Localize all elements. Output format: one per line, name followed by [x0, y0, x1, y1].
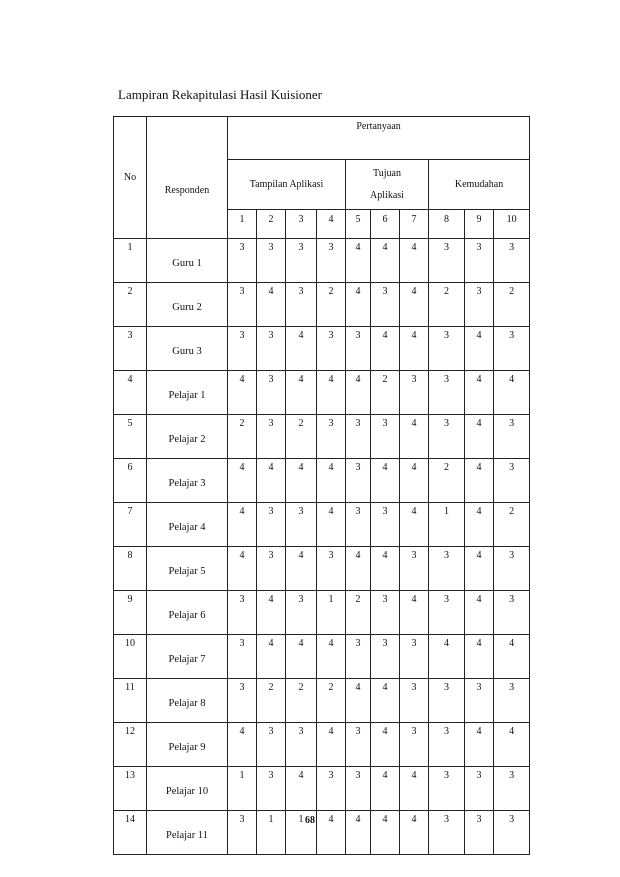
score-cell: 3 [400, 371, 429, 415]
score-cell: 4 [346, 547, 371, 591]
row-number: 6 [114, 459, 147, 503]
score-cell: 4 [257, 591, 286, 635]
table-row [114, 503, 530, 547]
score-cell: 3 [228, 591, 257, 635]
row-number: 1 [114, 239, 147, 283]
score-cell: 2 [494, 283, 530, 327]
respondent-name: Guru 1 [147, 239, 228, 283]
table-row [114, 371, 530, 415]
score-cell: 3 [494, 547, 530, 591]
score-cell: 3 [429, 239, 465, 283]
score-cell: 4 [317, 811, 346, 855]
score-cell: 4 [494, 371, 530, 415]
score-cell: 4 [400, 327, 429, 371]
score-cell: 3 [429, 679, 465, 723]
respondent-name: Guru 2 [147, 283, 228, 327]
score-cell: 3 [429, 371, 465, 415]
score-cell: 4 [494, 723, 530, 767]
row-number: 5 [114, 415, 147, 459]
respondent-name: Pelajar 1 [147, 371, 228, 415]
score-cell: 3 [465, 239, 494, 283]
respondent-name: Pelajar 3 [147, 459, 228, 503]
score-cell: 1 [257, 811, 286, 855]
score-cell: 3 [429, 811, 465, 855]
respondent-name: Pelajar 6 [147, 591, 228, 635]
score-cell: 3 [257, 371, 286, 415]
score-cell: 4 [371, 767, 400, 811]
score-cell: 3 [317, 415, 346, 459]
document-title: Lampiran Rekapitulasi Hasil Kuisioner [118, 87, 322, 102]
score-cell: 2 [228, 415, 257, 459]
header-responden: Responden [147, 117, 228, 239]
score-cell: 4 [257, 635, 286, 679]
table-row [114, 239, 530, 283]
score-cell: 3 [494, 459, 530, 503]
score-cell: 3 [257, 723, 286, 767]
score-cell: 3 [257, 547, 286, 591]
score-cell: 4 [286, 547, 317, 591]
question-number: 3 [286, 210, 317, 239]
score-cell: 4 [371, 459, 400, 503]
table-row [114, 679, 530, 723]
score-cell: 2 [371, 371, 400, 415]
score-cell: 3 [494, 239, 530, 283]
question-number: 5 [346, 210, 371, 239]
score-cell: 4 [400, 459, 429, 503]
question-number: 6 [371, 210, 400, 239]
score-cell: 4 [400, 239, 429, 283]
header-pertanyaan: Pertanyaan [228, 117, 530, 160]
score-cell: 3 [228, 811, 257, 855]
group-tujuan-line2: Aplikasi [370, 189, 404, 201]
row-number: 7 [114, 503, 147, 547]
score-cell: 4 [465, 371, 494, 415]
score-cell: 3 [346, 503, 371, 547]
score-cell: 4 [346, 239, 371, 283]
score-cell: 3 [494, 811, 530, 855]
score-cell: 4 [346, 811, 371, 855]
score-cell: 4 [465, 635, 494, 679]
score-cell: 3 [400, 547, 429, 591]
score-cell: 3 [346, 327, 371, 371]
score-cell: 3 [346, 415, 371, 459]
score-cell: 1 [228, 767, 257, 811]
score-cell: 4 [257, 459, 286, 503]
score-cell: 4 [465, 503, 494, 547]
header-no: No [114, 117, 147, 239]
score-cell: 3 [371, 591, 400, 635]
score-cell: 4 [400, 415, 429, 459]
score-cell: 3 [371, 503, 400, 547]
score-cell: 3 [494, 679, 530, 723]
score-cell: 3 [228, 635, 257, 679]
score-cell: 2 [346, 591, 371, 635]
score-cell: 4 [286, 767, 317, 811]
score-cell: 3 [465, 283, 494, 327]
score-cell: 3 [346, 767, 371, 811]
table-row [114, 767, 530, 811]
score-cell: 4 [228, 371, 257, 415]
respondent-name: Pelajar 8 [147, 679, 228, 723]
score-cell: 3 [317, 767, 346, 811]
score-cell: 3 [429, 327, 465, 371]
score-cell: 4 [228, 459, 257, 503]
score-cell: 4 [400, 767, 429, 811]
score-cell: 3 [346, 459, 371, 503]
respondent-name: Pelajar 4 [147, 503, 228, 547]
score-cell: 3 [286, 723, 317, 767]
table-row [114, 459, 530, 503]
score-cell: 4 [346, 679, 371, 723]
score-cell: 3 [346, 635, 371, 679]
table-row [114, 415, 530, 459]
respondent-name: Pelajar 2 [147, 415, 228, 459]
row-number: 8 [114, 547, 147, 591]
score-cell: 3 [228, 283, 257, 327]
page-number: 68 [305, 815, 315, 826]
group-tujuan-aplikasi [346, 160, 429, 210]
score-cell: 3 [429, 723, 465, 767]
score-cell: 4 [286, 327, 317, 371]
score-cell: 3 [228, 239, 257, 283]
question-number: 4 [317, 210, 346, 239]
score-cell: 4 [257, 283, 286, 327]
row-number: 14 [114, 811, 147, 855]
score-cell: 2 [494, 503, 530, 547]
score-cell: 2 [286, 679, 317, 723]
score-cell: 4 [317, 459, 346, 503]
score-cell: 3 [346, 723, 371, 767]
score-cell: 3 [465, 767, 494, 811]
question-number: 1 [228, 210, 257, 239]
score-cell: 3 [257, 239, 286, 283]
score-cell: 4 [465, 327, 494, 371]
score-cell: 3 [465, 811, 494, 855]
table-row [114, 723, 530, 767]
score-cell: 4 [286, 635, 317, 679]
score-cell: 3 [257, 503, 286, 547]
score-cell: 4 [465, 415, 494, 459]
score-cell: 3 [371, 635, 400, 679]
score-cell: 3 [286, 283, 317, 327]
score-cell: 4 [346, 283, 371, 327]
score-cell: 3 [286, 503, 317, 547]
score-cell: 4 [400, 503, 429, 547]
table-row [114, 283, 530, 327]
score-cell: 4 [465, 591, 494, 635]
score-cell: 4 [429, 635, 465, 679]
score-cell: 1 [429, 503, 465, 547]
score-cell: 3 [429, 415, 465, 459]
respondent-name: Guru 3 [147, 327, 228, 371]
row-number: 2 [114, 283, 147, 327]
respondent-name: Pelajar 7 [147, 635, 228, 679]
table-row [114, 547, 530, 591]
score-cell: 3 [494, 767, 530, 811]
score-cell: 4 [228, 723, 257, 767]
row-number: 9 [114, 591, 147, 635]
group-tampilan-aplikasi: Tampilan Aplikasi [228, 160, 346, 210]
group-kemudahan: Kemudahan [429, 160, 530, 210]
row-number: 3 [114, 327, 147, 371]
score-cell: 4 [228, 547, 257, 591]
row-number: 10 [114, 635, 147, 679]
score-cell: 3 [257, 767, 286, 811]
question-number: 7 [400, 210, 429, 239]
recap-table [113, 116, 530, 855]
score-cell: 1 [317, 591, 346, 635]
score-cell: 2 [317, 283, 346, 327]
score-cell: 4 [465, 547, 494, 591]
score-cell: 3 [228, 327, 257, 371]
score-cell: 4 [465, 459, 494, 503]
respondent-name: Pelajar 10 [147, 767, 228, 811]
score-cell: 4 [465, 723, 494, 767]
score-cell: 3 [317, 239, 346, 283]
score-cell: 4 [317, 723, 346, 767]
score-cell: 4 [371, 723, 400, 767]
score-cell: 3 [400, 723, 429, 767]
score-cell: 4 [371, 679, 400, 723]
score-cell: 3 [257, 415, 286, 459]
score-cell: 4 [400, 283, 429, 327]
score-cell: 3 [494, 415, 530, 459]
score-cell: 1 [286, 811, 317, 855]
score-cell: 3 [400, 635, 429, 679]
question-number: 2 [257, 210, 286, 239]
score-cell: 2 [257, 679, 286, 723]
respondent-name: Pelajar 5 [147, 547, 228, 591]
score-cell: 4 [317, 503, 346, 547]
score-cell: 4 [371, 547, 400, 591]
score-cell: 3 [494, 327, 530, 371]
score-cell: 3 [257, 327, 286, 371]
score-cell: 3 [286, 239, 317, 283]
score-cell: 3 [286, 591, 317, 635]
score-cell: 4 [400, 591, 429, 635]
table-row [114, 327, 530, 371]
score-cell: 4 [371, 811, 400, 855]
respondent-name: Pelajar 9 [147, 723, 228, 767]
score-cell: 3 [228, 679, 257, 723]
score-cell: 3 [429, 767, 465, 811]
score-cell: 2 [429, 459, 465, 503]
score-cell: 3 [371, 283, 400, 327]
score-cell: 3 [400, 679, 429, 723]
score-cell: 4 [494, 635, 530, 679]
score-cell: 2 [286, 415, 317, 459]
score-cell: 3 [465, 679, 494, 723]
row-number: 4 [114, 371, 147, 415]
score-cell: 3 [429, 591, 465, 635]
score-cell: 4 [317, 635, 346, 679]
score-cell: 4 [371, 327, 400, 371]
score-cell: 2 [429, 283, 465, 327]
table-body [114, 239, 530, 855]
question-number: 8 [429, 210, 465, 239]
respondent-name: Pelajar 11 [147, 811, 228, 855]
row-number: 11 [114, 679, 147, 723]
score-cell: 3 [429, 547, 465, 591]
table-row [114, 591, 530, 635]
question-number: 10 [494, 210, 530, 239]
score-cell: 4 [400, 811, 429, 855]
score-cell: 3 [371, 415, 400, 459]
score-cell: 3 [317, 547, 346, 591]
score-cell: 4 [286, 371, 317, 415]
score-cell: 4 [371, 239, 400, 283]
table-row [114, 635, 530, 679]
question-number: 9 [465, 210, 494, 239]
score-cell: 4 [346, 371, 371, 415]
score-cell: 3 [317, 327, 346, 371]
group-tujuan-line1: Tujuan [373, 167, 401, 179]
score-cell: 4 [228, 503, 257, 547]
score-cell: 4 [317, 371, 346, 415]
row-number: 13 [114, 767, 147, 811]
score-cell: 2 [317, 679, 346, 723]
row-number: 12 [114, 723, 147, 767]
score-cell: 4 [286, 459, 317, 503]
score-cell: 3 [494, 591, 530, 635]
